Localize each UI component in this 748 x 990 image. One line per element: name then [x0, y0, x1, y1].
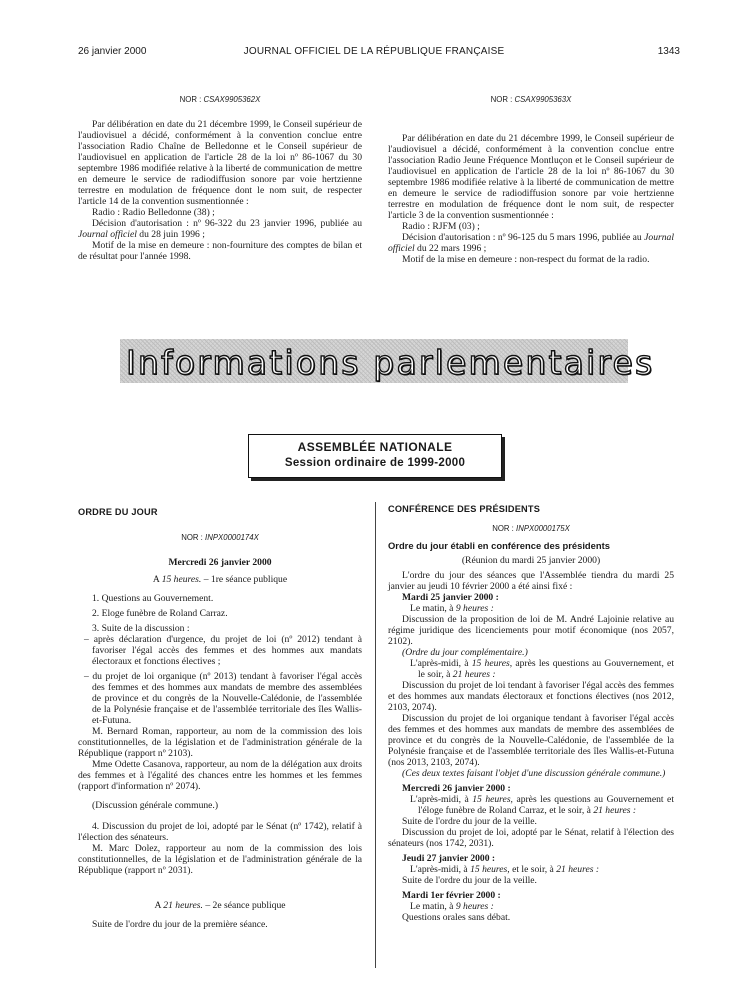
agenda-paragraph: Suite de l'ordre du jour de la veille. [402, 875, 537, 886]
conference-des-presidents-section [388, 504, 674, 923]
session-title: Session ordinaire de 1999-2000 [284, 457, 466, 469]
day-heading: Mardi 1er février 2000 : [402, 890, 501, 901]
agenda-subitem: – après déclaration d'urgence, du projet de loi (nº 2012) tendant à favoriser l'égal accès des femmes et des hommes aux mandats électoraux et fonctions électives ; [84, 634, 362, 667]
radio-line: Radio : Radio Belledonne (38) ; [92, 207, 215, 218]
decision-line: Décision d'autorisation : nº 96-322 du 23 janvier 1996, publiée au Journal officiel du 28 juin 1996 ; [78, 218, 362, 240]
intro-paragraph: L'ordre du jour des séances que l'Assemblée tiendra du mardi 25 janvier au jeudi 10 février 2000 a été ainsi fixé : [388, 570, 674, 592]
time-slot: Le matin, à 9 heures : [410, 901, 494, 912]
csa-notice-belledonne [78, 94, 362, 262]
session-date: Mercredi 26 janvier 2000 [168, 557, 272, 568]
radio-line: Radio : RJFM (03) ; [402, 221, 480, 232]
nor-reference: NOR : INPX0000175X [492, 524, 570, 533]
agenda-item: 4. Discussion du projet de loi, adopté par le Sénat (nº 1742), relatif à l'élection des sénateurs. [78, 821, 362, 843]
header-title: JOURNAL OFFICIEL DE LA RÉPUBLIQUE FRANÇAISE [243, 46, 505, 57]
section-banner-title: Informations parlementaires [126, 343, 655, 382]
second-session-line: A 21 heures. – 2e séance publique [154, 900, 286, 911]
time-slot: L'après-midi, à 15 heures, et le soir, à 21 heures : [410, 864, 600, 875]
agenda-note: (Ces deux textes faisant l'objet d'une discussion générale commune.) [402, 768, 666, 779]
agenda-paragraph: Questions orales sans débat. [402, 912, 511, 923]
discussion-note: (Discussion générale commune.) [92, 800, 219, 811]
csa-notice-rjfm [388, 94, 674, 265]
first-session-line: A 15 heures. – 1re séance publique [152, 574, 288, 585]
nor-reference: NOR : CSAX9905362X [179, 95, 261, 104]
header-date: 26 janvier 2000 [78, 46, 147, 57]
assemblee-title: ASSEMBLÉE NATIONALE [297, 440, 453, 454]
agenda-paragraph: Discussion du projet de loi tendant à favoriser l'égal accès des femmes et des hommes aux mandats électoraux et fonctions électives (nos 2012, 2103, 2074). [388, 680, 674, 713]
day-heading: Mercredi 26 janvier 2000 : [402, 783, 511, 794]
time-slot: L'après-midi, à 15 heures, après les questions au Gouvernement et l'éloge funèbre de Roland Carraz, et le soir, à 21 heures : [410, 794, 674, 816]
agenda-item: Suite de l'ordre du jour de la première séance. [92, 919, 268, 930]
time-slot: L'après-midi, à 15 heures, après les questions au Gouvernement, et le soir, à 21 heures : [410, 658, 674, 680]
column-divider [375, 502, 376, 968]
day-heading: Mardi 25 janvier 2000 : [402, 592, 499, 603]
agenda-item: 1. Questions au Gouvernement. [92, 593, 214, 604]
rapporteur-line: M. Bernard Roman, rapporteur, au nom de la commission des lois constitutionnelles, de la législation et de l'administration générale de la République (rapport nº 2103). [78, 726, 362, 759]
agenda-item: 2. Eloge funèbre de Roland Carraz. [92, 608, 228, 619]
deliberation-paragraph: Par délibération en date du 21 décembre 1999, le Conseil supérieur de l'audiovisuel a décidé, conformément à la convention conclue entre l'association Radio Chaîne de Belledonne et le Conseil supérieur de l'audiovisuel en application de l'article 28 de la loi nº 86-1067 du 30 septembre 1986 modifiée relative à la liberté de communication de mettre en demeure le service de radiodiffusion sonore par voie hertzienne terrestre en modulation de fréquence dont le nom suit, de respecter l'article 14 de la convention susmentionnée : [78, 119, 362, 207]
section-heading: CONFÉRENCE DES PRÉSIDENTS [388, 504, 541, 514]
conference-subheading: Ordre du jour établi en conférence des présidents [388, 540, 610, 551]
nor-reference: NOR : INPX0000174X [181, 533, 259, 542]
nor-reference: NOR : CSAX9905363X [490, 95, 572, 104]
rapporteur-line: Mme Odette Casanova, rapporteur, au nom de la délégation aux droits des femmes et à l'égalité des chances entre les hommes et les femmes (rapport d'information nº 2074). [78, 759, 362, 792]
assemblee-nationale-box [248, 434, 502, 478]
day-heading: Jeudi 27 janvier 2000 : [402, 853, 496, 864]
agenda-subitem: – du projet de loi organique (nº 2013) tendant à favoriser l'égal accès des femmes et des hommes aux mandats de membre des assemblées de province et du congrès de la Nouvelle-Calédonie, de l'assemblée de la Polynésie française et de l'assemblée territoriale des îles Wallis-et-Futuna. [84, 671, 362, 726]
agenda-paragraph: Discussion du projet de loi organique tendant à favoriser l'égal accès des femmes et des hommes aux mandats de membre des assemblées de province et du congrès de la Nouvelle-Calédonie, de l'assemblée de la Polynésie française et de l'assemblée territoriale des îles Wallis-et-Futuna (nos 2013, 2103, 2074). [388, 713, 674, 768]
decision-line: Décision d'autorisation : nº 96-125 du 5 mars 1996, publiée au Journal officiel du 22 mars 1996 ; [388, 232, 674, 254]
motif-line: Motif de la mise en demeure : non-respect du format de la radio. [402, 254, 650, 265]
reunion-line: (Réunion du mardi 25 janvier 2000) [461, 555, 601, 566]
agenda-item: 3. Suite de la discussion : [92, 623, 190, 634]
agenda-paragraph: Discussion du projet de loi, adopté par le Sénat, relatif à l'élection des sénateurs (nos 1742, 2031). [388, 827, 674, 849]
page-number: 1343 [657, 46, 680, 57]
time-slot: Le matin, à 9 heures : [410, 603, 494, 614]
ordre-du-jour-section [78, 507, 362, 930]
deliberation-paragraph: Par délibération en date du 21 décembre 1999, le Conseil supérieur de l'audiovisuel a décidé, conformément à la convention conclue entre l'association Radio Jeune Fréquence Montluçon et le Conseil supérieur de l'audiovisuel en application de l'article 28 de la loi nº 86-1067 du 30 septembre 1986 modifiée relative à la liberté de communication de mettre en demeure le service de radiodiffusion sonore par voie hertzienne terrestre en modulation de fréquence dont le nom suit, de respecter l'article 3 de la convention susmentionnée : [388, 133, 674, 221]
agenda-note: (Ordre du jour complémentaire.) [402, 647, 528, 658]
motif-line: Motif de la mise en demeure : non-fourniture des comptes de bilan et de résultat pour l'année 1998. [78, 240, 362, 262]
rapporteur-line: M. Marc Dolez, rapporteur au nom de la commission des lois constitutionnelles, de la législation et de l'administration générale de la République (rapport nº 2031). [78, 843, 362, 876]
agenda-paragraph: Suite de l'ordre du jour de la veille. [402, 816, 537, 827]
section-heading: ORDRE DU JOUR [78, 507, 158, 517]
agenda-paragraph: Discussion de la proposition de loi de M. André Lajoinie relative au régime juridique des licenciements pour motif économique (nos 2057, 2102). [388, 614, 674, 647]
